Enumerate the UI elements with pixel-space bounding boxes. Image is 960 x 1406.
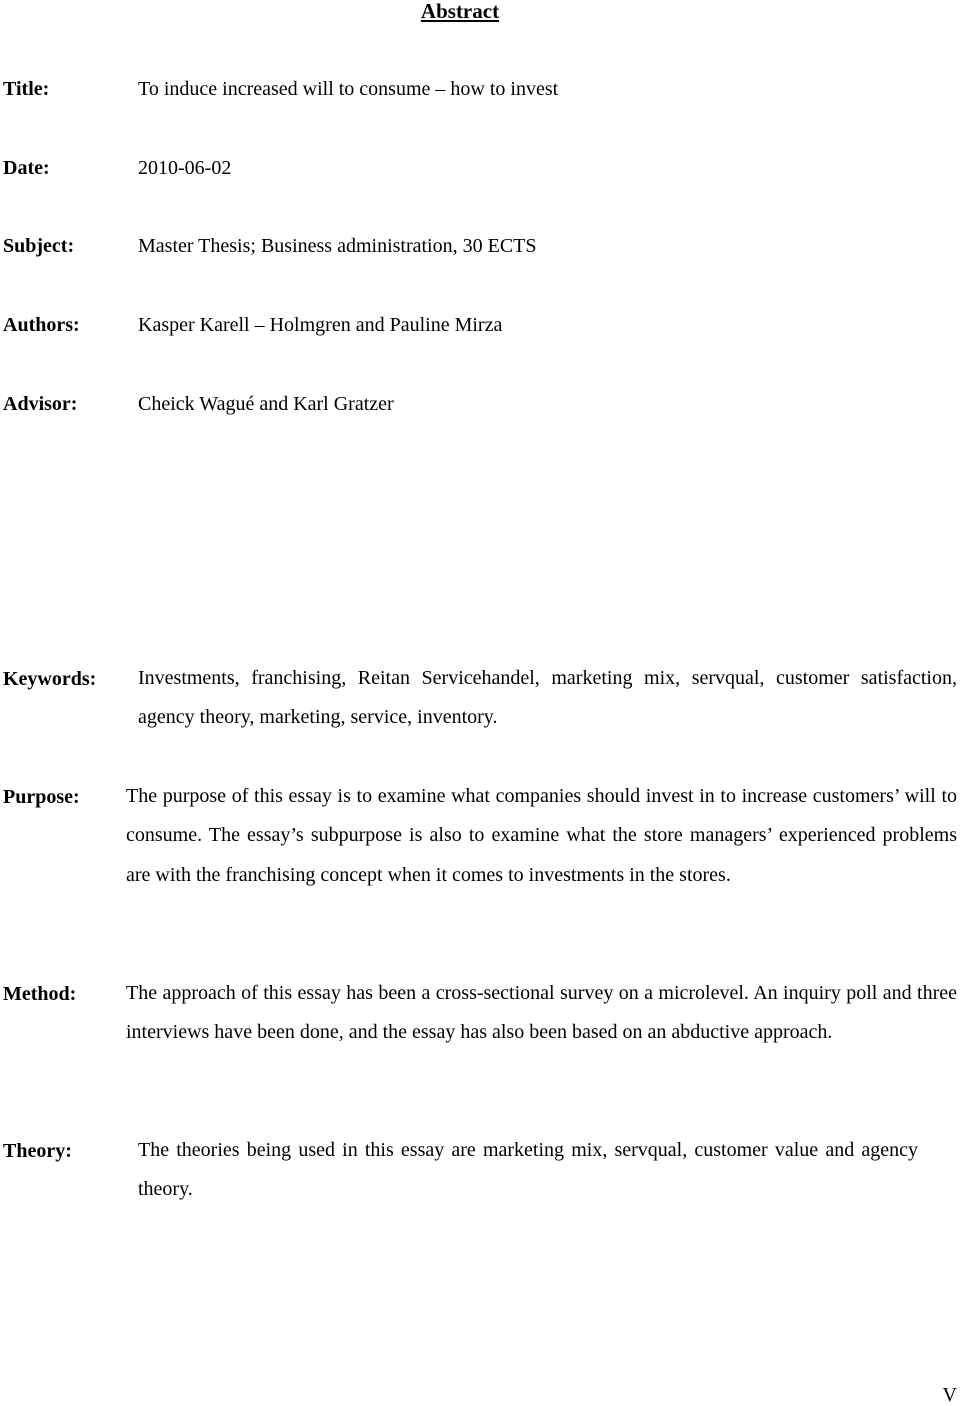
advisor-label: Advisor: xyxy=(3,393,78,415)
purpose-label: Purpose: xyxy=(3,786,80,808)
method-label: Method: xyxy=(3,983,77,1005)
theory-label: Theory: xyxy=(3,1140,72,1162)
date-value: 2010-06-02 xyxy=(138,157,232,179)
subject-label: Subject: xyxy=(3,235,75,257)
date-label: Date: xyxy=(3,157,50,179)
purpose-value: The purpose of this essay is to examine what companies should invest in to increase customers’ will to consume. The essay’s subpurpose is also to examine what the store managers’ experienced problems are with the franchising concept when it comes to investments in the stores. xyxy=(126,785,957,886)
subject-value: Master Thesis; Business administration, 30 ECTS xyxy=(138,235,537,257)
page-heading: Abstract xyxy=(420,0,500,23)
authors-value: Kasper Karell – Holmgren and Pauline Mirza xyxy=(138,314,503,336)
authors-label: Authors: xyxy=(3,314,80,336)
keywords-label: Keywords: xyxy=(3,668,97,690)
theory-value: The theories being used in this essay are marketing mix, servqual, customer value and agency theory. xyxy=(138,1139,918,1201)
method-value: The approach of this essay has been a cross-sectional survey on a microlevel. An inquiry poll and three interviews have been done, and the essay has also been based on an abductive approach. xyxy=(126,982,957,1044)
page-number: V xyxy=(942,1384,957,1406)
keywords-value: Investments, franchising, Reitan Servicehandel, marketing mix, servqual, customer satisfaction, agency theory, marketing, service, inventory. xyxy=(138,667,957,729)
title-label: Title: xyxy=(3,78,50,100)
advisor-value: Cheick Wagué and Karl Gratzer xyxy=(138,393,394,415)
title-value: To induce increased will to consume – how to invest xyxy=(138,78,559,100)
